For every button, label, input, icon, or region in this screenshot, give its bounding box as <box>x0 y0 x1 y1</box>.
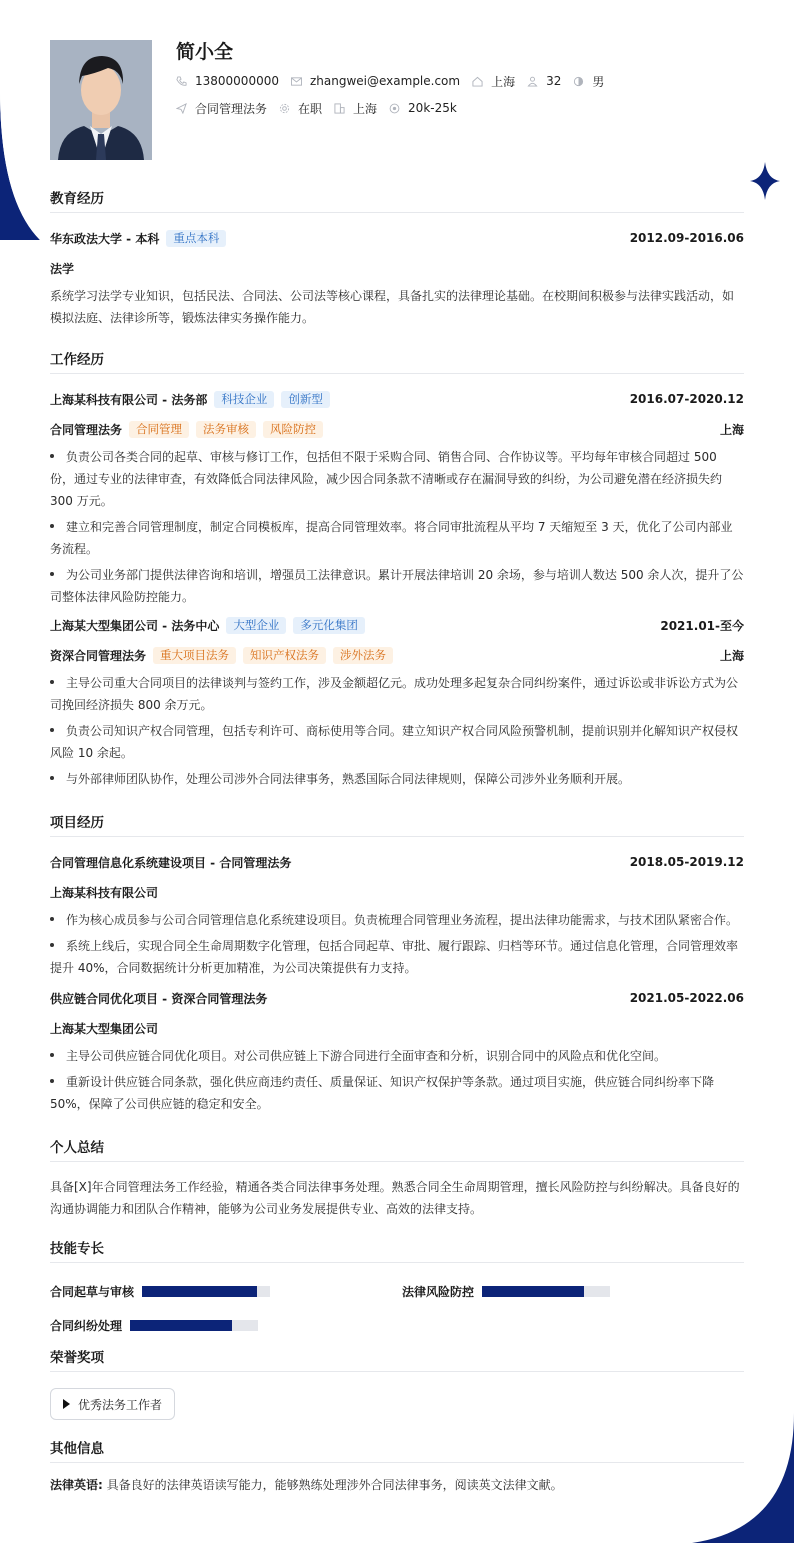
mail-icon <box>291 76 302 87</box>
skill-bar-fill <box>142 1286 257 1297</box>
role-tag: 法务审核 <box>196 421 256 438</box>
skill-bar-fill <box>130 1320 232 1331</box>
project-title: 供应链合同优化项目 - 资深合同管理法务 <box>50 991 268 1006</box>
target-role: 合同管理法务 <box>195 101 268 116</box>
skill-bar <box>142 1286 270 1297</box>
job-role: 合同管理法务 <box>50 422 123 437</box>
company-tag: 多元化集团 <box>293 617 365 634</box>
work-section <box>50 351 744 790</box>
skill-item <box>50 1283 270 1300</box>
age-item <box>527 74 561 88</box>
skill-name: 合同起草与审核 <box>50 1285 135 1299</box>
work-date: 2021.01-至今 <box>660 618 744 633</box>
phone-number: 13800000000 <box>195 74 279 88</box>
skill-item <box>402 1283 610 1300</box>
phone-icon <box>176 76 187 87</box>
education-entry <box>50 229 744 329</box>
bullet-list <box>50 1045 744 1115</box>
age: 32 <box>546 74 562 88</box>
section-title: 项目经历 <box>50 814 744 837</box>
company-title: 上海某大型集团公司 - 法务中心 <box>50 618 220 633</box>
status-item <box>279 100 322 117</box>
section-title: 技能专长 <box>50 1240 744 1263</box>
send-icon <box>176 103 187 114</box>
gender: 男 <box>592 74 605 89</box>
candidate-name: 简小全 <box>176 41 234 63</box>
summary-text: 具备[X]年合同管理法务工作经验，精通各类合同法律事务处理。熟悉合同全生命周期管理，擅长风险防控与纠纷解决。具备良好的沟通协调能力和团队合作精神，能够为公司业务发展提供专业、高效的法律支持。 <box>50 1180 740 1216</box>
bullet-item: 系统上线后，实现合同全生命周期数字化管理，包括合同起草、审批、履行跟踪、归档等环节。通过信息化管理，合同管理效率提升 40%，合同数据统计分析更加精准，为公司决策提供有力支持。 <box>50 939 739 975</box>
role-tag: 知识产权法务 <box>243 647 326 664</box>
phone-item <box>176 74 279 88</box>
role-tag: 合同管理 <box>129 421 189 438</box>
work-date: 2016.07-2020.12 <box>629 392 744 406</box>
corner-decoration <box>0 90 40 240</box>
job-status: 在职 <box>298 101 323 116</box>
email-address: zhangwei@example.com <box>309 74 461 88</box>
work-location: 上海 <box>719 422 744 437</box>
other-label: 法律英语: <box>50 1478 103 1492</box>
bullet-item: 作为核心成员参与公司合同管理信息化系统建设项目。负责梳理合同管理业务流程，提出法律功能需求，与技术团队紧密合作。 <box>50 909 744 931</box>
skill-bar <box>130 1320 258 1331</box>
bullet-item: 与外部律师团队协作，处理公司涉外合同法律事务，熟悉国际合同法律规则，保障公司涉外业务顺利开展。 <box>50 768 744 790</box>
bullet-item: 负责公司知识产权合同管理，包括专利许可、商标使用等合同。建立知识产权合同风险预警机制，提前识别并化解知识产权侵权风险 10 余起。 <box>50 724 739 760</box>
role-tag: 风险防控 <box>263 421 323 438</box>
gear-icon <box>279 103 290 114</box>
project-entry <box>50 989 744 1115</box>
section-title: 其他信息 <box>50 1440 744 1463</box>
other-section <box>50 1440 744 1495</box>
avatar <box>50 40 152 160</box>
work-location: 上海 <box>719 648 744 663</box>
contact-row <box>176 73 616 89</box>
target-city: 上海 <box>353 101 378 116</box>
projects-section <box>50 814 744 1115</box>
bullet-item: 建立和完善合同管理制度，制定合同模板库，提高合同管理效率。将合同审批流程从平均 7 天缩短至 3 天，优化了公司内部业务流程。 <box>50 520 733 556</box>
city: 上海 <box>491 74 516 89</box>
bullet-list <box>50 909 744 979</box>
role-tag: 重大项目法务 <box>153 647 236 664</box>
section-title: 个人总结 <box>50 1139 744 1162</box>
project-entry <box>50 853 744 979</box>
skills-grid <box>50 1275 744 1345</box>
bullet-item: 负责公司各类合同的起草、审核与修订工作，包括但不限于采购合同、销售合同、合作协议等。平均每年审核合同超过 500 份，通过专业的法律审查，有效降低合同法律风险，减少因合同条款不清晰或存在漏洞导致的纠纷，为公司避免潜在经济损失约 300 万元。 <box>50 450 723 508</box>
education-date: 2012.09-2016.06 <box>629 231 744 245</box>
summary-section <box>50 1139 744 1220</box>
gender-icon <box>573 76 584 87</box>
skill-name: 法律风险防控 <box>402 1285 475 1299</box>
person-icon <box>527 76 538 87</box>
skill-item <box>50 1317 258 1334</box>
award-label: 优秀法务工作者 <box>78 1397 163 1412</box>
resume-header <box>50 40 744 160</box>
awards-section <box>50 1349 744 1420</box>
money-icon <box>389 103 400 114</box>
education-description: 系统学习法学专业知识，包括民法、合同法、公司法等核心课程，具备扎实的法律理论基础。在校期间积极参与法律实践活动，如模拟法庭、法律诊所等，锻炼法律实务操作能力。 <box>50 289 735 325</box>
bullet-list <box>50 672 744 790</box>
gender-item <box>573 73 604 90</box>
award-item[interactable] <box>50 1388 175 1420</box>
city-item <box>472 73 515 90</box>
project-company: 上海某大型集团公司 <box>50 1021 159 1036</box>
work-entry <box>50 390 744 608</box>
other-info <box>50 1475 744 1495</box>
skill-bar-fill <box>482 1286 584 1297</box>
header-info <box>176 40 616 116</box>
skill-bar <box>482 1286 610 1297</box>
project-company: 上海某科技有限公司 <box>50 885 159 900</box>
section-title: 荣誉奖项 <box>50 1349 744 1372</box>
other-text: 具备良好的法律英语读写能力，能够熟练处理涉外合同法律事务，阅读英文法律文献。 <box>106 1478 563 1492</box>
role-item <box>176 100 267 117</box>
section-title: 教育经历 <box>50 190 744 213</box>
school-tag: 重点本科 <box>166 230 226 247</box>
education-section <box>50 190 744 329</box>
salary-item <box>389 101 457 115</box>
job-role: 资深合同管理法务 <box>50 648 147 663</box>
star-decoration <box>750 162 780 200</box>
building-icon <box>334 103 345 114</box>
skills-section <box>50 1240 744 1345</box>
job-intent-row <box>176 100 616 116</box>
bullet-item: 重新设计供应链合同条款，强化供应商违约责任、质量保证、知识产权保护等条款。通过项目实施，供应链合同纠纷率下降 50%，保障了公司供应链的稳定和安全。 <box>50 1075 715 1111</box>
target-city-item <box>334 100 377 117</box>
play-icon <box>63 1399 70 1409</box>
work-entry <box>50 616 744 790</box>
school-title: 华东政法大学 - 本科 <box>50 231 160 246</box>
home-icon <box>472 76 483 87</box>
expected-salary: 20k-25k <box>408 101 457 115</box>
company-tag: 创新型 <box>281 391 330 408</box>
project-date: 2018.05-2019.12 <box>629 855 744 869</box>
bullet-item: 为公司业务部门提供法律咨询和培训，增强员工法律意识。累计开展法律培训 20 余场，参与培训人数达 500 余人次，提升了公司整体法律风险防控能力。 <box>50 568 744 604</box>
role-tag: 涉外法务 <box>333 647 393 664</box>
email-item <box>291 74 460 88</box>
company-title: 上海某科技有限公司 - 法务部 <box>50 392 208 407</box>
section-title: 工作经历 <box>50 351 744 374</box>
project-date: 2021.05-2022.06 <box>629 991 744 1005</box>
resume <box>50 40 744 1495</box>
company-tag: 科技企业 <box>214 391 274 408</box>
bullet-list <box>50 446 744 608</box>
company-tag: 大型企业 <box>226 617 286 634</box>
bullet-item: 主导公司重大合同项目的法律谈判与签约工作，涉及金额超亿元。成功处理多起复杂合同纠纷案件，通过诉讼或非诉讼方式为公司挽回经济损失 800 余万元。 <box>50 676 739 712</box>
project-title: 合同管理信息化系统建设项目 - 合同管理法务 <box>50 855 292 870</box>
bullet-item: 主导公司供应链合同优化项目。对公司供应链上下游合同进行全面审查和分析，识别合同中的风险点和优化空间。 <box>50 1045 744 1067</box>
major: 法学 <box>50 261 75 276</box>
skill-name: 合同纠纷处理 <box>50 1319 123 1333</box>
